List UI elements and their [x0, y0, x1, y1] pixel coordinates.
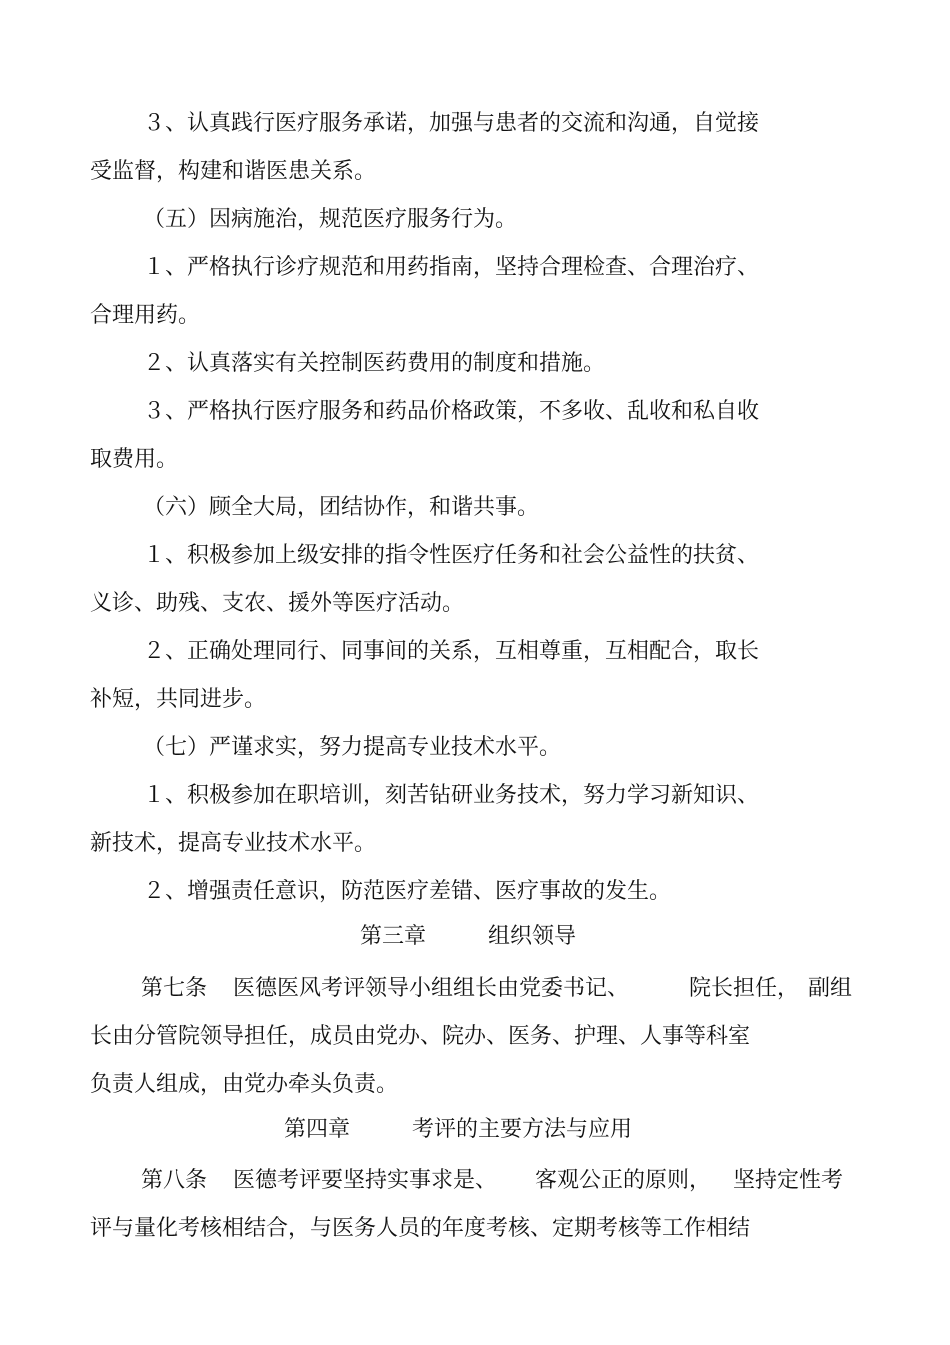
- chapter-title: 组织领导: [488, 924, 577, 949]
- section-heading: （七）严谨求实，努力提高专业技术水平。: [143, 735, 562, 760]
- paragraph-line: ３、严格执行医疗服务和药品价格政策，不多收、乱收和私自收: [143, 399, 760, 424]
- section-heading: （六）顾全大局，团结协作，和谐共事。: [143, 495, 540, 520]
- paragraph-line: 新技术，提高专业技术水平。: [90, 831, 377, 856]
- chapter-title: 考评的主要方法与应用: [412, 1117, 633, 1142]
- article-text: 坚持定性考: [733, 1168, 844, 1193]
- article-7-line-1: [0, 974, 950, 1004]
- paragraph-line: 补短，共同进步。: [90, 687, 267, 712]
- article-text: 副组: [808, 976, 853, 1001]
- paragraph-line: ２、增强责任意识，防范医疗差错、医疗事故的发生。: [143, 879, 672, 904]
- paragraph-line: 取费用。: [90, 447, 179, 472]
- paragraph-line: 负责人组成，由党办牵头负责。: [90, 1072, 399, 1097]
- paragraph-line: 评与量化考核相结合，与医务人员的年度考核、定期考核等工作相结: [90, 1216, 751, 1241]
- article-text: 医德考评要坚持实事求是、: [233, 1168, 498, 1193]
- article-text: 医德医风考评领导小组组长由党委书记、: [233, 976, 630, 1001]
- paragraph-line: １、积极参加在职培训，刻苦钻研业务技术，努力学习新知识、: [143, 783, 760, 808]
- paragraph-line: ３、认真践行医疗服务承诺，加强与患者的交流和沟通，自觉接: [143, 111, 760, 136]
- article-text: 院长担任，: [689, 976, 800, 1001]
- paragraph-line: 长由分管院领导担任，成员由党办、院办、医务、护理、人事等科室: [90, 1024, 751, 1049]
- paragraph-line: １、积极参加上级安排的指令性医疗任务和社会公益性的扶贫、: [143, 543, 760, 568]
- paragraph-line: ２、正确处理同行、同事间的关系，互相尊重，互相配合，取长: [143, 639, 760, 664]
- paragraph-line: １、严格执行诊疗规范和用药指南，坚持合理检查、合理治疗、: [143, 255, 760, 280]
- article-number: 第七条: [141, 976, 208, 1001]
- section-heading: （五）因病施治，规范医疗服务行为。: [143, 207, 518, 232]
- article-number: 第八条: [141, 1168, 208, 1193]
- article-text: 客观公正的原则，: [535, 1168, 712, 1193]
- paragraph-line: 合理用药。: [90, 303, 201, 328]
- chapter-number: 第三章: [360, 924, 427, 949]
- article-8-line-1: [0, 1166, 950, 1196]
- paragraph-line: ２、认真落实有关控制医药费用的制度和措施。: [143, 351, 606, 376]
- paragraph-line: 义诊、助残、支农、援外等医疗活动。: [90, 591, 465, 616]
- paragraph-line: 受监督，构建和谐医患关系。: [90, 159, 377, 184]
- chapter-number: 第四章: [284, 1117, 351, 1142]
- chapter-4-heading: [0, 1115, 950, 1145]
- chapter-3-heading: [0, 922, 950, 952]
